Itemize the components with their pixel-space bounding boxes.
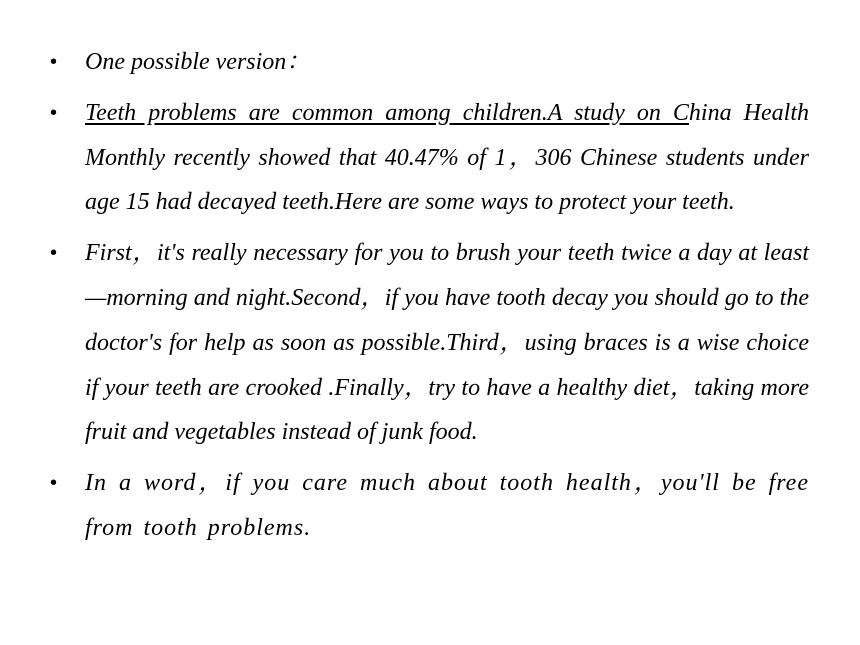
intro-text: One possible version： — [85, 49, 311, 75]
paragraph-1-text: hina Health Monthly recently showed that 40.47% of 1，306 Chinese students under age 15 had decayed teeth.Here are some ways to protect your teeth. — [85, 99, 809, 216]
paragraph-3-text: In a word，if you care much about tooth health，you'll be free from tooth problems. — [85, 470, 809, 541]
underlined-text: Teeth problems are common among children.A study on C — [85, 99, 689, 126]
bullet-list — [0, 40, 860, 557]
paragraph-2-text: First，it's really necessary for you to brush your teeth twice a day at least—morning and night.Second，if you have tooth decay you should go to the doctor's for help as soon as possible.Third，using braces is a wise choice if your teeth are crooked .Finally，try to have a healthy diet，taking more fruit and vegetables instead of junk food. — [85, 240, 809, 446]
bullet-dot-icon: • — [50, 51, 58, 73]
bullet-item-paragraph-1 — [0, 91, 860, 225]
bullet-item-intro — [0, 40, 860, 85]
bullet-item-paragraph-3 — [0, 461, 860, 551]
bullet-dot-icon: • — [50, 101, 58, 124]
bullet-dot-icon: • — [50, 472, 58, 495]
bullet-dot-icon: • — [50, 242, 58, 265]
bullet-item-paragraph-2 — [0, 231, 860, 455]
